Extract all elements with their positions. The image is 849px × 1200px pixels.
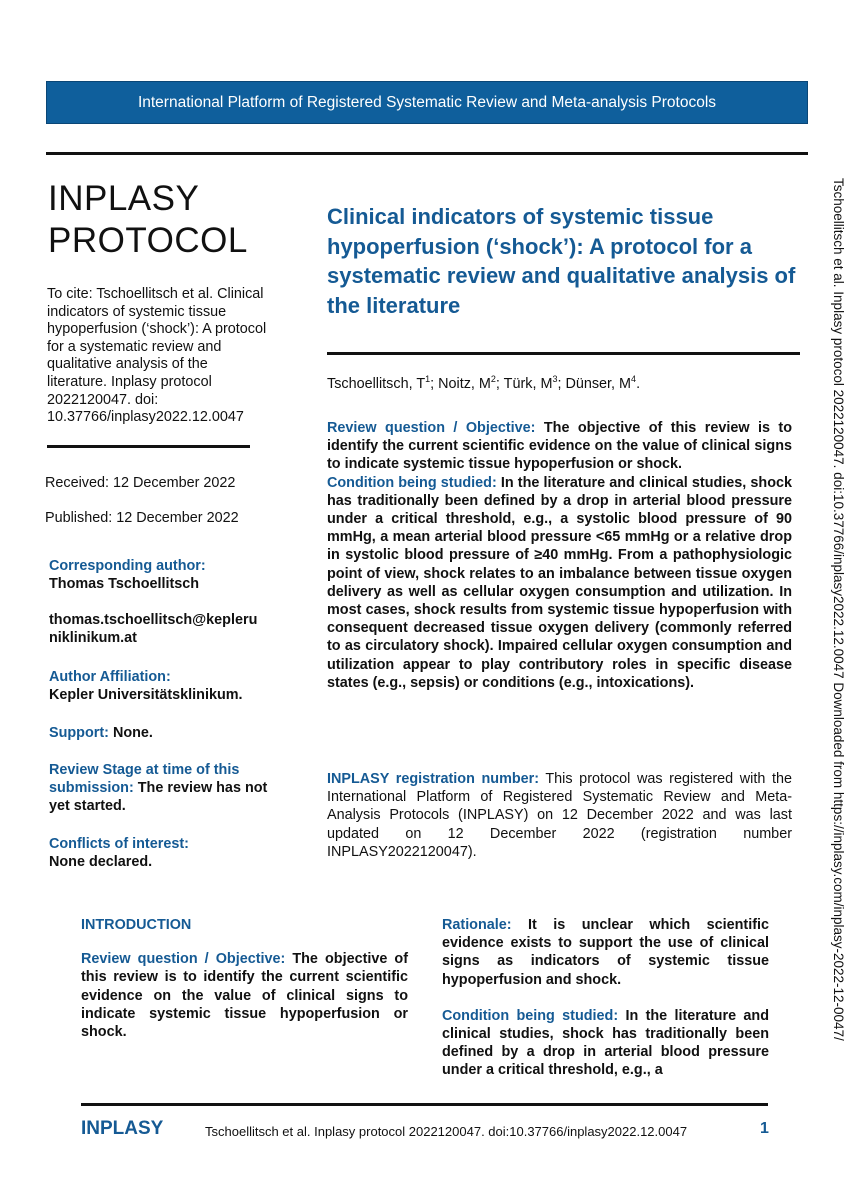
support-label: Support: (49, 725, 109, 741)
title-rule (327, 352, 800, 355)
page-number: 1 (760, 1120, 769, 1137)
journal-banner (46, 81, 808, 124)
body-objective-text: The objective of this review is to identify the current scientific evidence on the value of clinical signs to indicate systemic tissue hypoperfusion or shock. (81, 951, 409, 1041)
protocol-heading (48, 178, 248, 262)
body-objective (81, 950, 408, 1041)
body-left-column (81, 916, 408, 1041)
author-affiliation (49, 668, 279, 704)
author: Noitz, $M^2$; (438, 374, 504, 392)
body-condition-label: Condition being studied: (442, 1007, 619, 1024)
author: Tschoellitsch, $T^1$; (327, 374, 439, 392)
footer-brand: INPLASY (81, 1118, 164, 1139)
heading-line-2: PROTOCOL (48, 221, 248, 260)
article-title: Clinical indicators of systemic tissue hypoperfusion (‘shock’): A protocol for a systematic review and qualitative analysis of the literature (327, 204, 796, 318)
review-stage (49, 761, 274, 815)
banner-text: International Platform of Registered Systematic Review and Meta-analysis Protocols (137, 93, 717, 111)
body-right-column (442, 916, 769, 1080)
affiliation-label: Author Affiliation: (49, 669, 171, 685)
conflicts-value: None declared. (49, 854, 153, 870)
email-line-2: niklinikum.at (49, 630, 137, 646)
condition-text: In the literature and clinical studies, shock has traditionally been defined by a drop in arterial blood pressure under a critical threshold, e.g., a systolic blood pressure of 90 mmHg, a mean arterial blood pressure <65 mmHg or a relative drop in systolic blood pressure of ≥40 mmHg. From a pathophysiologic point of view, shock relates to an imbalance between tissue oxygen delivery as well as cellular oxygen consumption and utilization. In most cases, shock results from systemic tissue hypoperfusion with consequent decreased tissue oxygen delivery (commonly referred to as circulatory shock). Impaired cellular oxygen consumption and utilization appear to play contributory roles in specific disease states (e.g., sepsis) or conditions (e.g., intoxications). (327, 474, 793, 691)
download-notice (820, 178, 849, 1118)
objective-text: The objective of this review is to identify the current scientific evidence on the value of clinical signs to indicate systemic tissue hypoperfusion or shock. (327, 420, 792, 473)
registration-text: This protocol was registered with the International Platform of Registered Systematic Review and Meta-Analysis Protocols (INPLASY) on 12 December 2022 and was last updated on 12 December 2022 (registration number INPLASY2022120047). (327, 771, 792, 860)
stage-label: Review Stage at time of this submission: (49, 762, 240, 796)
rationale-label: Rationale: (442, 917, 512, 933)
citation-block: To cite: Tschoellitsch et al. Clinical indicators of systemic tissue hypoperfusion (‘shock’): A protocol for a systematic review and qualitative analysis of the literature. Inplasy protocol 2022120047. doi: 10.37766/inplasy2022.12.0047 (47, 286, 267, 426)
sidebar-rule (47, 445, 250, 448)
support-value: None. (108, 725, 153, 741)
published-date: Published: 12 December 2022 (45, 510, 239, 526)
body-condition-paragraph (442, 1007, 769, 1080)
objective-label: Review question / Objective: (327, 420, 536, 436)
stage-value: The review has not yet started. (49, 780, 268, 814)
abstract-objective-and-condition (327, 419, 792, 692)
conflicts (49, 835, 279, 871)
corresponding-label: Corresponding author: (49, 558, 206, 574)
body-objective-label: Review question / Objective: (81, 951, 286, 968)
top-rule (46, 152, 808, 155)
author-list (327, 374, 640, 392)
corresponding-author (49, 557, 279, 647)
conflicts-label: Conflicts of interest: (49, 836, 189, 852)
condition-label: Condition being studied: (327, 474, 497, 491)
author: Dünser, $M^4$. (565, 374, 641, 392)
author: Türk, $M^3$; (503, 374, 566, 392)
support (49, 724, 279, 742)
heading-line-1: INPLASY (48, 179, 200, 218)
registration-paragraph (327, 770, 792, 861)
affiliation-value: Kepler Universitätsklinikum. (49, 687, 243, 703)
received-date: Received: 12 December 2022 (45, 475, 236, 491)
email-line-1: thomas.tschoellitsch@kepleru (49, 612, 258, 628)
footer-citation: Tschoellitsch et al. Inplasy protocol 2022120047. doi:10.37766/inplasy2022.12.0047 (205, 1124, 688, 1139)
rationale-text: It is unclear which scientific evidence exists to support the use of clinical signs as indicators of systemic tissue hypoperfusion and shock. (442, 917, 769, 988)
introduction-heading: INTRODUCTION (81, 917, 192, 933)
body-condition-text: In the literature and clinical studies, shock has traditionally been defined by a drop in arterial blood pressure under a critical threshold, e.g., a (442, 1007, 769, 1079)
download-notice-text: Tschoellitsch et al. Inplasy protocol 2022120047. doi:10.37766/inplasy2022.12.0047 Downloaded from https://inplasy.com/inplasy-2022-12-0047/ (831, 178, 846, 1041)
footer-rule (81, 1103, 768, 1106)
corresponding-name: Thomas Tschoellitsch (49, 576, 200, 592)
rationale-paragraph (442, 916, 769, 989)
registration-label: INPLASY registration number: (327, 771, 540, 787)
